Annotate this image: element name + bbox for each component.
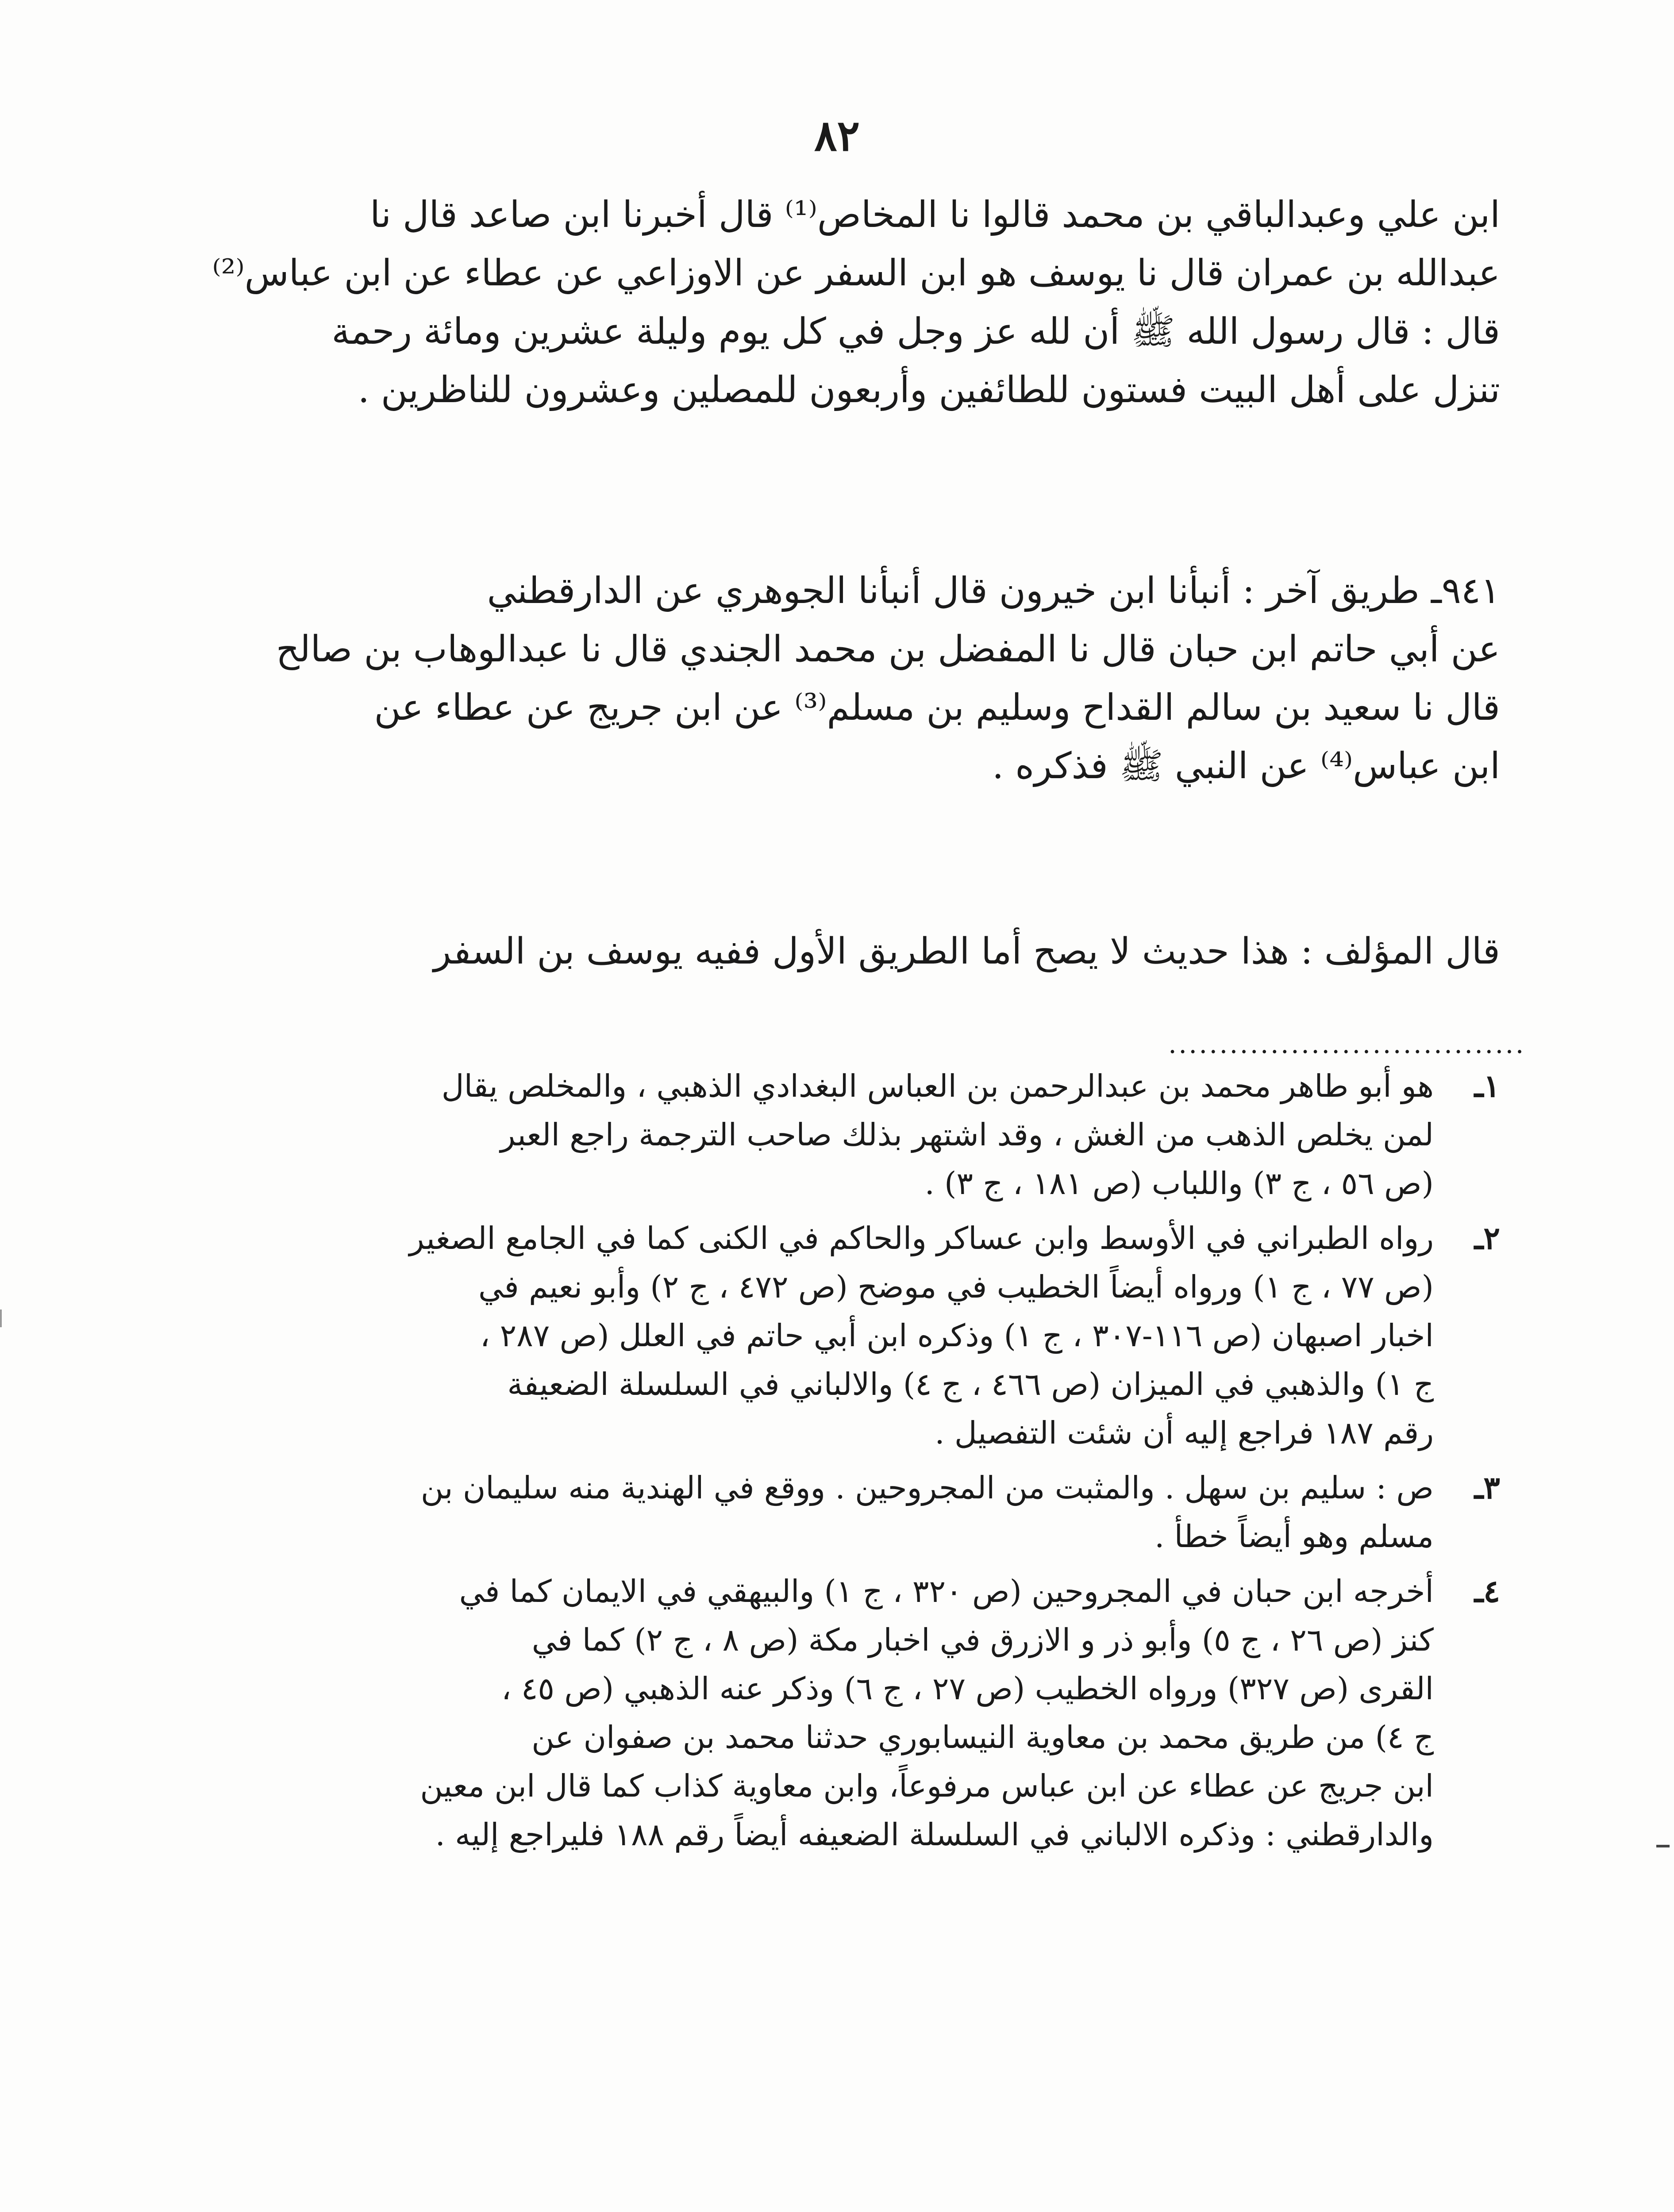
footnote-line: (ص ٥٦ ، ج ٣) واللباب (ص ١٨١ ، ج ٣) . xyxy=(924,1165,1434,1202)
footnote-number: ٤ـ xyxy=(1474,1573,1500,1609)
main-paragraph-3 xyxy=(177,922,1500,981)
footnote-line: والدارقطني : وذكره الالباني في السلسلة الضعيفه أيضاً رقم ١٨٨ فليراجع إليه . xyxy=(435,1816,1434,1853)
footnote-line: ج ١) والذهبي في الميزان (ص ٤٦٦ ، ج ٤) والالباني في السلسلة الضعيفة xyxy=(507,1366,1434,1402)
footnote-4 xyxy=(159,1567,1500,1859)
main-paragraph-1 xyxy=(177,186,1500,419)
footnote-line: رواه الطبراني في الأوسط وابن عساكر والحاكم في الكنى كما في الجامع الصغير xyxy=(409,1220,1434,1256)
page-number: ٨٢ xyxy=(814,111,860,161)
margin-mark xyxy=(0,1310,2,1327)
footnote-number: ٢ـ xyxy=(1474,1220,1500,1256)
footnote-3 xyxy=(159,1463,1500,1561)
margin-mark xyxy=(1656,1845,1670,1847)
footnote-line: كنز (ص ٢٦ ، ج ٥) وأبو ذر و الازرق في اخبار مكة (ص ٨ ، ج ٢) كما في xyxy=(531,1622,1434,1658)
footnote-line: القرى (ص ٣٢٧) ورواه الخطيب (ص ٢٧ ، ج ٦) وذكر عنه الذهبي (ص ٤٥ ، xyxy=(501,1671,1434,1707)
text-line: عن أبي حاتم ابن حبان قال نا المفضل بن محمد الجندي قال نا عبدالوهاب بن صالح xyxy=(276,628,1500,670)
main-paragraph-2 xyxy=(177,562,1500,795)
text-line: عبدالله بن عمران قال نا يوسف هو ابن السفر عن الاوزاعي عن عطاء عن ابن عباس⁽²⁾ xyxy=(212,252,1500,294)
text-line: ابن علي وعبدالباقي بن محمد قالوا نا المخاص⁽¹⁾ قال أخبرنا ابن صاعد قال نا xyxy=(370,194,1500,236)
footnotes-section xyxy=(159,1062,1500,1865)
footnote-number: ١ـ xyxy=(1474,1068,1500,1104)
footnote-line: لمن يخلص الذهب من الغش ، وقد اشتهر بذلك صاحب الترجمة راجع العبر xyxy=(500,1117,1434,1153)
footnote-line: ج ٤) من طريق محمد بن معاوية النيسابوري حدثنا محمد بن صفوان عن xyxy=(531,1719,1434,1755)
footnote-2 xyxy=(159,1214,1500,1457)
footnote-line: رقم ١٨٧ فراجع إليه أن شئت التفصيل . xyxy=(935,1415,1434,1451)
footnote-line: أخرجه ابن حبان في المجروحين (ص ٣٢٠ ، ج ١) والبيهقي في الايمان كما في xyxy=(459,1573,1434,1609)
footnote-line: اخبار اصبهان (ص ١١٦-٣٠٧ ، ج ١) وذكره ابن أبي حاتم في العلل (ص ٢٨٧ ، xyxy=(480,1317,1434,1354)
footnote-line: (ص ٧٧ ، ج ١) ورواه أيضاً الخطيب في موضح (ص ٤٧٢ ، ج ٢) وأبو نعيم في xyxy=(478,1269,1434,1305)
text-line: تنزل على أهل البيت فستون للطائفين وأربعون للمصلين وعشرون للناظرين . xyxy=(358,369,1500,411)
footnote-line: مسلم وهو أيضاً خطأ . xyxy=(1154,1518,1434,1555)
text-line: ابن عباس⁽⁴⁾ عن النبي ﷺ فذكره . xyxy=(992,745,1500,787)
text-line: قال نا سعيد بن سالم القداح وسليم بن مسلم⁽³⁾ عن ابن جريج عن عطاء عن xyxy=(374,687,1500,729)
text-line: قال المؤلف : هذا حديث لا يصح أما الطريق الأول ففيه يوسف بن السفر xyxy=(433,930,1500,972)
footnote-1 xyxy=(159,1062,1500,1208)
footnote-line: ابن جريج عن عطاء عن ابن عباس مرفوعاً، وابن معاوية كذاب كما قال ابن معين xyxy=(420,1768,1434,1804)
footnote-line: ص : سليم بن سهل . والمثبت من المجروحين . ووقع في الهندية منه سليمان بن xyxy=(420,1470,1434,1506)
footnote-divider: ................................... xyxy=(1168,1029,1526,1060)
text-line: ٩٤١ـ طريق آخر : أنبأنا ابن خيرون قال أنبأنا الجوهري عن الدارقطني xyxy=(487,570,1500,612)
footnote-number: ٣ـ xyxy=(1474,1469,1500,1506)
text-line: قال : قال رسول الله ﷺ أن لله عز وجل في كل يوم وليلة عشرين ومائة رحمة xyxy=(331,311,1500,353)
footnote-line: هو أبو طاهر محمد بن عبدالرحمن بن العباس البغدادي الذهبي ، والمخلص يقال xyxy=(441,1068,1434,1104)
